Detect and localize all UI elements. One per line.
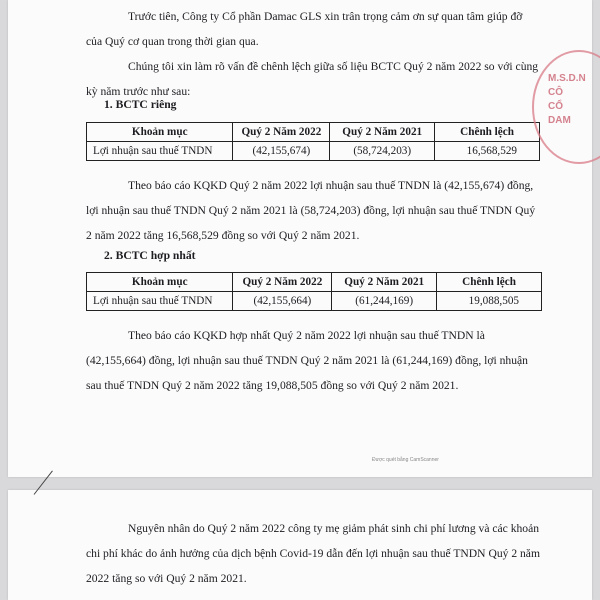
header-q2-2022: Quý 2 Năm 2022 (233, 123, 330, 142)
scanner-footer-note: Được quét bằng CamScanner (372, 457, 439, 463)
cell-q2-2021: (61,244,169) (332, 292, 437, 311)
header-q2-2021: Quý 2 Năm 2021 (332, 273, 437, 292)
table-separate (86, 122, 540, 161)
cell-item: Lợi nhuận sau thuế TNDN (87, 292, 233, 311)
section-2-title: 2. BCTC hợp nhất (104, 249, 196, 262)
explain-paragraph: Chúng tôi xin làm rõ vấn đề chênh lệch giữa số liệu BCTC Quý 2 năm 2022 so với cùng kỳ năm trước như sau: (86, 60, 539, 98)
table-row (87, 142, 540, 161)
header-difference: Chênh lệch (437, 273, 542, 292)
table-header-row (87, 123, 540, 142)
header-q2-2021: Quý 2 Năm 2021 (330, 123, 435, 142)
cell-difference: 19,088,505 (437, 292, 542, 311)
section-2-paragraph: Theo báo cáo KQKD hợp nhất Quý 2 năm 2022 lợi nhuận sau thuế TNDN là (42,155,664) đồng, lợi nhuận sau thuế TNDN Quý 2 năm 2021 là (61,244,169) đồng, lợi nhuận sau thuế TNDN Quý 2 năm 2022 tăng 19,088,505 đồng so với Quý 2 năm 2021. (86, 329, 528, 392)
intro-paragraph: Trước tiên, Công ty Cổ phần Damac GLS xin trân trọng cảm ơn sự quan tâm giúp đỡ của Quý cơ quan trong thời gian qua. (86, 10, 523, 48)
section-1-title: 1. BCTC riêng (104, 98, 177, 111)
header-item: Khoản mục (87, 123, 233, 142)
cell-q2-2021: (58,724,203) (330, 142, 435, 161)
cell-item: Lợi nhuận sau thuế TNDN (87, 142, 233, 161)
table-consolidated (86, 272, 542, 311)
seal-lettering: M.S.D.N CÔ CỔ DAM (548, 73, 586, 126)
header-difference: Chênh lệch (435, 123, 540, 142)
cell-difference: 16,568,529 (435, 142, 540, 161)
table-row (87, 292, 542, 311)
section-1-paragraph: Theo báo cáo KQKD Quý 2 năm 2022 lợi nhuận sau thuế TNDN là (42,155,674) đồng, lợi nhuận sau thuế TNDN Quý 2 năm 2021 là (58,724,203) đồng, lợi nhuận sau thuế TNDN Quý 2 năm 2022 tăng 16,568,529 đồng so với Quý 2 năm 2021. (86, 179, 536, 242)
header-item: Khoản mục (87, 273, 233, 292)
header-q2-2022: Quý 2 Năm 2022 (233, 273, 332, 292)
cell-q2-2022: (42,155,674) (233, 142, 330, 161)
table-header-row (87, 273, 542, 292)
page-2-paragraph: Nguyên nhân do Quý 2 năm 2022 công ty mẹ giảm phát sinh chi phí lương và các khoản chi phí khác do ảnh hưởng của dịch bệnh Covid-19 dẫn đến lợi nhuận sau thuế TNDN Quý 2 năm 2022 tăng so với Quý 2 năm 2021. (86, 522, 540, 585)
cell-q2-2022: (42,155,664) (233, 292, 332, 311)
